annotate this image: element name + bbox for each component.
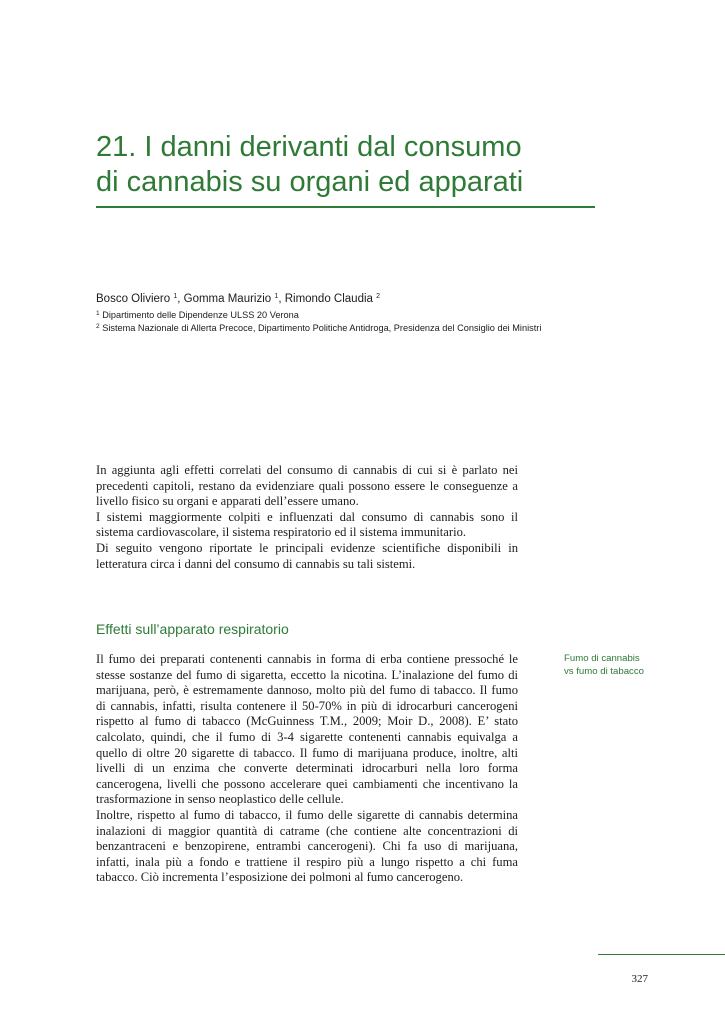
author-separator: , xyxy=(177,293,184,305)
intro-paragraph: Di seguito vengono riportate le principali evidenze scientifiche disponibili in letteratura circa i danni del consumo di cannabis su tali sistemi. xyxy=(96,540,518,571)
footer-rule xyxy=(598,954,725,955)
affiliation-text: Dipartimento delle Dipendenze ULSS 20 Verona xyxy=(102,310,299,320)
section-heading: Effetti sull’apparato respiratorio xyxy=(96,621,289,637)
author-name: Rimondo Claudia xyxy=(284,293,373,305)
author-affiliation-mark: 1 xyxy=(173,293,178,300)
author-name: Bosco Oliviero xyxy=(96,293,171,305)
author-list xyxy=(96,292,656,307)
section-body xyxy=(96,652,518,886)
page-number: 327 xyxy=(631,973,648,985)
author-name: Gomma Maurizio xyxy=(183,293,272,305)
intro-text xyxy=(96,463,518,572)
affiliation-2 xyxy=(96,322,696,334)
chapter-title-line-2: di cannabis su organi ed apparati xyxy=(96,166,524,198)
affiliation-1 xyxy=(96,309,696,321)
margin-note-line-2: vs fumo di tabacco xyxy=(564,666,644,677)
margin-note xyxy=(564,652,650,678)
intro-paragraph: I sistemi maggiormente colpiti e influenzati dal consumo di cannabis sono il sistema cardiovascolare, il sistema respiratorio ed il sistema immunitario. xyxy=(96,509,518,540)
margin-note-line-1: Fumo di cannabis xyxy=(564,653,640,664)
section-paragraph: Inoltre, rispetto al fumo di tabacco, il fumo delle sigarette di cannabis determina inalazioni di maggior quantità di catrame (che contiene alte concentrazioni di benzantraceni e benzopirene, entrambi cancerogeni). Chi fa uso di marijuana, infatti, inala più a fondo e trattiene il respiro più a lungo rispetto a chi fuma tabacco. Ciò incrementa l’esposizione dei polmoni al fumo cancerogeno. xyxy=(96,807,518,885)
intro-paragraph: In aggiunta agli effetti correlati del consumo di cannabis di cui si è parlato nei precedenti capitoli, restano da evidenziare quali possono essere le conseguenze a livello fisico su organi e apparati dell’essere umano. xyxy=(96,463,518,509)
chapter-title xyxy=(96,130,616,200)
author-affiliation-mark: 1 xyxy=(274,293,279,300)
title-underline xyxy=(96,206,595,208)
author-separator: , xyxy=(278,293,285,305)
chapter-title-line-1: 21. I danni derivanti dal consumo xyxy=(96,131,522,163)
affiliation-text: Sistema Nazionale di Allerta Precoce, Dipartimento Politiche Antidroga, Presidenza del Consiglio dei Ministri xyxy=(102,323,542,333)
section-paragraph: Il fumo dei preparati contenenti cannabis in forma di erba contiene pressoché le stesse sostanze del fumo di sigaretta, eccetto la nicotina. L’inalazione del fumo di marijuana, però, è estremamente dannoso, molto più del fumo di tabacco. Il fumo di cannabis, infatti, risulta contenere il 50-70% in più di idrocarburi cancerogeni rispetto al fumo di tabacco (McGuinness T.M., 2009; Moir D., 2008). E’ stato calcolato, quindi, che il fumo di 3-4 sigarette contenenti cannabis equivalga a quello di oltre 20 sigarette di tabacco. Il fumo di marijuana produce, inoltre, alti livelli di un enzima che converte determinati idrocarburi nella loro forma cancerogena, livelli che possono accelerare quei cambiamenti che incentivano la trasformazione in senso neoplastico delle cellule. xyxy=(96,652,518,807)
affiliation-mark: 1 xyxy=(96,310,100,317)
affiliation-mark: 2 xyxy=(96,323,100,330)
author-affiliation-mark: 2 xyxy=(376,293,381,300)
